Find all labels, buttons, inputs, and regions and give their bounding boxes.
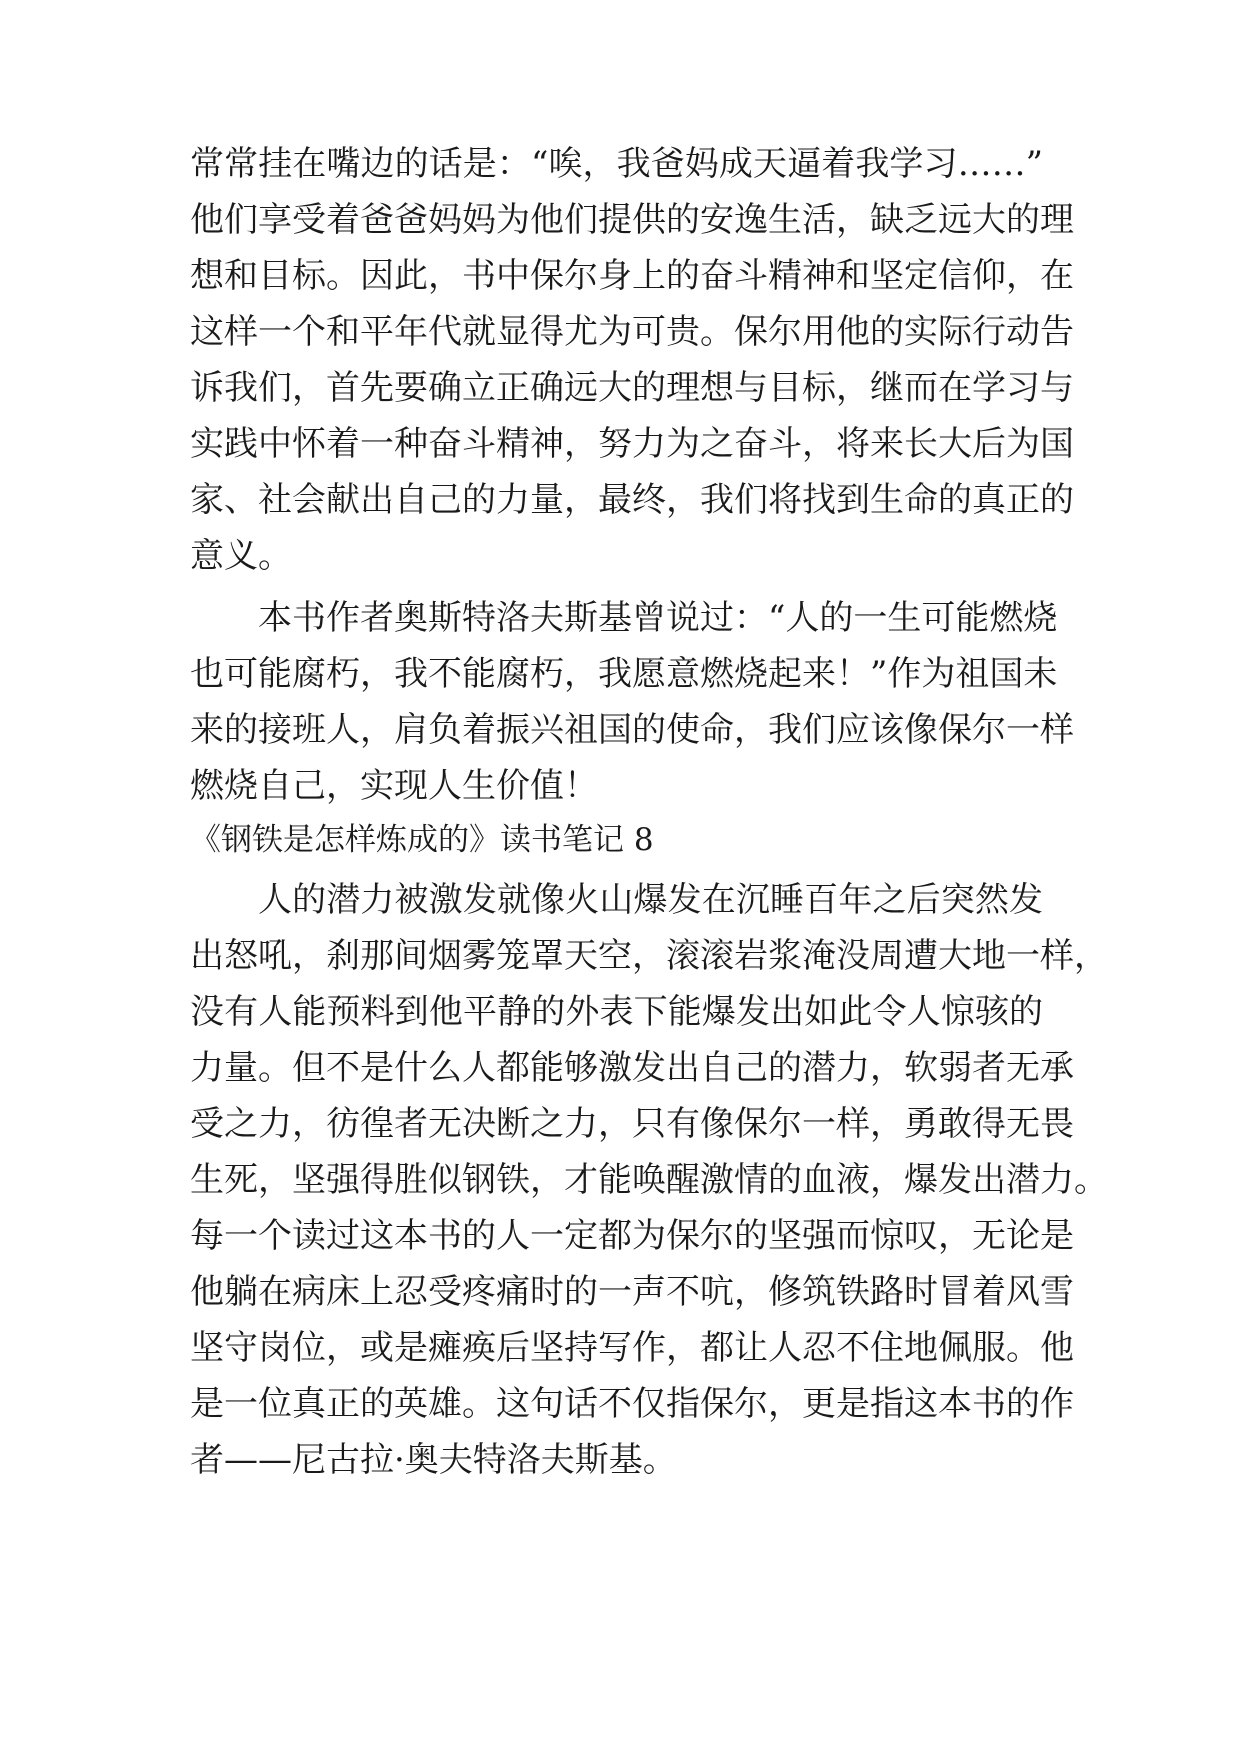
para3-line-5: 受之力，彷徨者无决断之力，只有像保尔一样，勇敢得无畏 bbox=[190, 1104, 1074, 1144]
para1-line-3: 想和目标。因此，书中保尔身上的奋斗精神和坚定信仰，在 bbox=[190, 256, 1074, 296]
section-title: 《钢铁是怎样炼成的》读书笔记 8 bbox=[190, 822, 654, 858]
para1-line-1: 常常挂在嘴边的话是：“唉，我爸妈成天逼着我学习……” bbox=[190, 144, 1043, 184]
para1-line-2: 他们享受着爸爸妈妈为他们提供的安逸生活，缺乏远大的理 bbox=[190, 200, 1074, 240]
para2-line-3: 来的接班人，肩负着振兴祖国的使命，我们应该像保尔一样 bbox=[190, 710, 1074, 750]
para3-line-2: 出怒吼，刹那间烟雾笼罩天空，滚滚岩浆淹没周遭大地一样， bbox=[190, 936, 1108, 976]
para2-line-4: 燃烧自己，实现人生价值！ bbox=[190, 766, 598, 806]
para1-line-8: 意义。 bbox=[190, 536, 292, 576]
para3-line-6: 生死，坚强得胜似钢铁，才能唤醒激情的血液，爆发出潜力。 bbox=[190, 1160, 1108, 1200]
para1-line-6: 实践中怀着一种奋斗精神，努力为之奋斗，将来长大后为国 bbox=[190, 424, 1074, 464]
para3-line-8: 他躺在病床上忍受疼痛时的一声不吭，修筑铁路时冒着风雪 bbox=[190, 1272, 1074, 1312]
para1-line-4: 这样一个和平年代就显得尤为可贵。保尔用他的实际行动告 bbox=[190, 312, 1074, 352]
para3-line-9: 坚守岗位，或是瘫痪后坚持写作，都让人忍不住地佩服。他 bbox=[190, 1328, 1074, 1368]
para3-line-1: 人的潜力被激发就像火山爆发在沉睡百年之后突然发 bbox=[258, 880, 1043, 920]
para1-line-7: 家、社会献出自己的力量，最终，我们将找到生命的真正的 bbox=[190, 480, 1074, 520]
para3-line-3: 没有人能预料到他平静的外表下能爆发出如此令人惊骇的 bbox=[190, 992, 1043, 1032]
para2-line-2: 也可能腐朽，我不能腐朽，我愿意燃烧起来！”作为祖国未 bbox=[190, 654, 1058, 694]
para1-line-5: 诉我们，首先要确立正确远大的理想与目标，继而在学习与 bbox=[190, 368, 1074, 408]
para3-line-10: 是一位真正的英雄。这句话不仅指保尔，更是指这本书的作 bbox=[190, 1384, 1074, 1424]
para3-line-11: 者——尼古拉·奥夫特洛夫斯基。 bbox=[190, 1440, 677, 1480]
para3-line-7: 每一个读过这本书的人一定都为保尔的坚强而惊叹，无论是 bbox=[190, 1216, 1074, 1256]
para2-line-1: 本书作者奥斯特洛夫斯基曾说过：“人的一生可能燃烧 bbox=[258, 598, 1058, 638]
para3-line-4: 力量。但不是什么人都能够激发出自己的潜力，软弱者无承 bbox=[190, 1048, 1074, 1088]
